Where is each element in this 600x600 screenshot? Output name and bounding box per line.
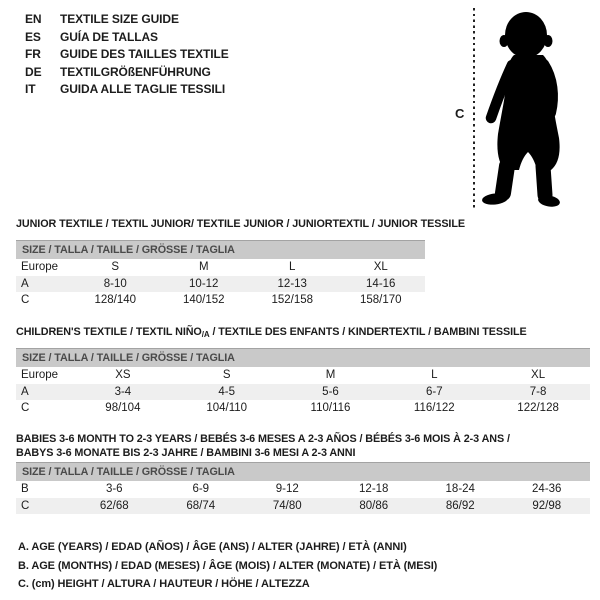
baby-ear-left <box>500 35 509 47</box>
height-cell: 104/110 <box>206 402 248 415</box>
height-label: C <box>455 106 465 121</box>
junior-size-table <box>16 259 425 309</box>
language-row <box>25 12 229 30</box>
age-cell: 14-16 <box>366 277 396 290</box>
size-header-children: SIZE / TALLA / TAILLE / GRÖSSE / TAGLIA <box>16 348 590 367</box>
height-cell: 158/170 <box>359 294 402 307</box>
height-cell: 116/122 <box>413 402 455 415</box>
legend-line-age-years: A. AGE (YEARS) / EDAD (AÑOS) / ÂGE (ANS) / ALTER (JAHRE) / ETÀ (ANNI) <box>18 541 407 553</box>
language-title: GUIDE DES TAILLES TEXTILE <box>60 47 229 62</box>
baby-leg-left <box>503 166 507 193</box>
months-cell: 6-9 <box>192 483 210 496</box>
language-code: IT <box>25 82 36 97</box>
size-cell: S <box>111 261 120 274</box>
language-code: FR <box>25 47 41 62</box>
title-subscript: /A <box>201 330 210 339</box>
age-cell: 7-8 <box>529 385 547 398</box>
row-label: B <box>21 483 29 496</box>
age-cell: 4-5 <box>218 385 235 398</box>
size-cell: L <box>289 261 296 274</box>
language-title: TEXTILE SIZE GUIDE <box>60 12 179 26</box>
height-cell: 62/68 <box>99 499 129 512</box>
height-cell: 110/116 <box>310 402 351 415</box>
language-row <box>25 30 229 48</box>
table-row-europe <box>16 259 425 276</box>
language-row <box>25 47 229 65</box>
months-cell: 12-18 <box>359 483 389 496</box>
age-cell: 8-10 <box>103 277 127 290</box>
language-code: EN <box>25 12 42 26</box>
height-cell: 86/92 <box>445 499 475 512</box>
table-row-age <box>16 276 425 293</box>
months-cell: 24-36 <box>532 483 562 496</box>
table-row-months <box>16 481 590 498</box>
section-title-babies-line2: BABYS 3-6 MONATE BIS 2-3 JAHRE / BAMBINI 3-6 MESI A 2-3 ANNI <box>16 447 356 459</box>
babies-size-table <box>16 481 590 514</box>
months-cell: 9-12 <box>275 483 299 496</box>
months-cell: 18-24 <box>445 483 475 496</box>
language-list <box>25 12 229 100</box>
size-cell: XL <box>531 369 546 382</box>
size-header-junior: SIZE / TALLA / TAILLE / GRÖSSE / TAGLIA <box>16 240 425 259</box>
language-code: ES <box>25 29 41 44</box>
age-cell: 6-7 <box>425 385 443 398</box>
months-cell: 3-6 <box>105 483 123 496</box>
table-row-europe <box>16 367 590 384</box>
row-label: A <box>21 385 29 398</box>
height-measure-line <box>473 8 475 210</box>
height-cell: 92/98 <box>532 499 562 512</box>
language-title: GUÍA DE TALLAS <box>60 29 158 44</box>
language-title: TEXTILGRÖßENFÜHRUNG <box>60 64 211 79</box>
size-cell: XL <box>373 261 388 274</box>
legend <box>18 538 437 594</box>
language-title: GUIDA ALLE TAGLIE TESSILI <box>60 82 226 97</box>
age-cell: 3-4 <box>114 385 132 398</box>
baby-ear-right <box>544 35 553 47</box>
baby-head <box>505 12 547 58</box>
size-cell: L <box>431 369 438 382</box>
height-cell: 80/86 <box>359 499 389 512</box>
height-cell: 98/104 <box>105 402 141 415</box>
row-label: Europe <box>21 261 59 274</box>
table-row-height <box>16 292 425 309</box>
title-part: / TEXTILE DES ENFANTS / KINDERTEXTIL / BAMBINI TESSILE <box>209 326 527 338</box>
language-row <box>25 82 229 100</box>
size-cell: S <box>222 369 231 382</box>
baby-leg-right <box>543 166 545 195</box>
row-label: C <box>21 294 30 307</box>
size-header-babies: SIZE / TALLA / TAILLE / GRÖSSE / TAGLIA <box>16 462 590 481</box>
height-cell: 74/80 <box>272 499 302 512</box>
title-part: CHILDREN'S TEXTILE / TEXTIL NIÑO <box>16 326 202 338</box>
section-title-babies-line1: BABIES 3-6 MONTH TO 2-3 YEARS / BEBÉS 3-6 MESES A 2-3 AÑOS / BÉBÉS 3-6 MOIS À 2-3 ANS / <box>16 433 510 445</box>
language-row <box>25 65 229 83</box>
height-cell: 152/158 <box>271 294 314 307</box>
size-cell: M <box>325 369 336 382</box>
table-row-age <box>16 384 590 401</box>
legend-line-height: C. (cm) HEIGHT / ALTURA / HAUTEUR / HÖHE / ALTEZZA <box>18 578 310 590</box>
section-title-junior: JUNIOR TEXTILE / TEXTIL JUNIOR/ TEXTILE JUNIOR / JUNIORTEXTIL / JUNIOR TESSILE <box>16 218 465 230</box>
age-cell: 10-12 <box>189 277 219 290</box>
size-cell: XS <box>115 369 131 382</box>
baby-silhouette-icon <box>481 10 573 208</box>
age-cell: 12-13 <box>277 277 307 290</box>
height-cell: 140/152 <box>182 294 225 307</box>
row-label: A <box>21 277 29 290</box>
legend-line-age-months: B. AGE (MONTHS) / EDAD (MESES) / ÂGE (MOIS) / ALTER (MONATE) / ETÀ (MESI) <box>18 559 438 572</box>
language-code: DE <box>25 64 42 79</box>
section-title-children <box>16 326 527 339</box>
age-cell: 5-6 <box>322 385 339 398</box>
row-label: Europe <box>21 369 59 382</box>
size-cell: M <box>198 261 209 274</box>
children-size-table <box>16 367 590 417</box>
height-cell: 68/74 <box>186 499 216 512</box>
table-row-height <box>16 498 590 515</box>
row-label: C <box>21 402 30 415</box>
height-cell: 128/140 <box>94 294 137 307</box>
table-row-height <box>16 400 590 417</box>
height-cell: 122/128 <box>517 402 559 415</box>
row-label: C <box>21 499 30 512</box>
